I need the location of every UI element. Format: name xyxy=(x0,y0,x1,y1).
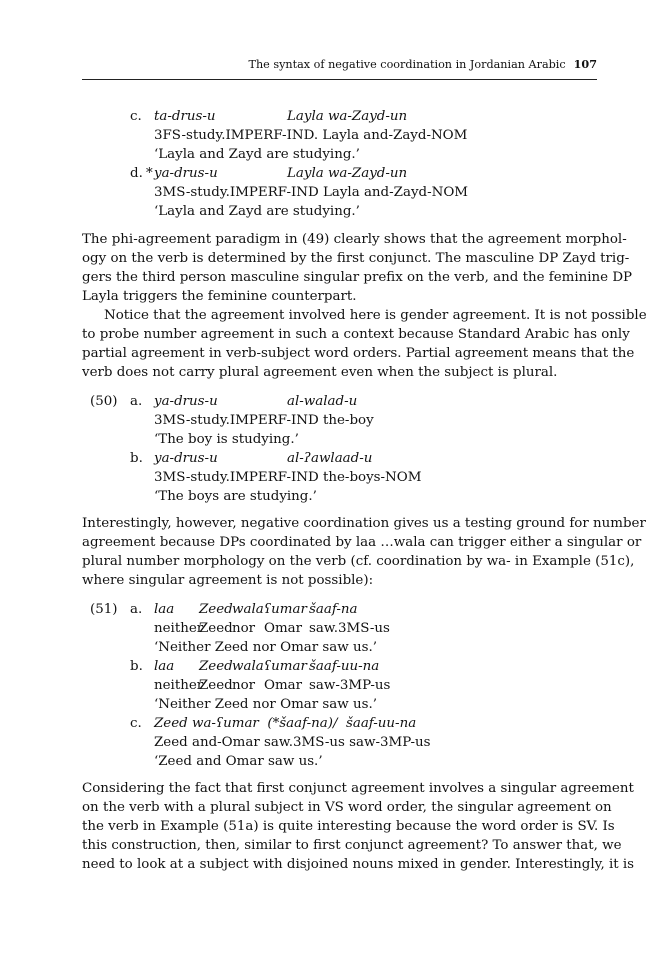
example-translation: ‘Neither Zeed nor Omar saw us.’ xyxy=(154,697,377,712)
example-gloss-word: saw-3MP-us xyxy=(309,678,391,693)
example-word: ʕumar xyxy=(264,659,307,674)
text-line: plural number morphology on the verb (cf. coordination by wa- in Example (51c), xyxy=(82,554,635,569)
example-word: ya-drus-u xyxy=(154,394,218,409)
text-line: where singular agreement is not possible): xyxy=(82,573,374,588)
example-word: al-walad-u xyxy=(287,394,358,409)
example-gloss-word: nor xyxy=(232,678,256,693)
example-word: Layla wa-Zayd-un xyxy=(287,166,408,181)
text-line: Notice that the agreement involved here is gender agreement. It is not possible xyxy=(104,308,647,323)
example-label: a. xyxy=(130,602,143,617)
text-line: The phi-agreement paradigm in (49) clearly shows that the agreement morphol- xyxy=(82,232,627,247)
example-word: wala xyxy=(232,659,264,674)
example-translation: ‘The boy is studying.’ xyxy=(154,432,299,447)
text-line: on the verb with a plural subject in VS word order, the singular agreement on xyxy=(82,800,612,815)
text-line: agreement because DPs coordinated by laa …wala can trigger either a singular or xyxy=(82,535,642,550)
example-word: al-ʔawlaad-u xyxy=(287,451,373,466)
body-paragraph xyxy=(82,514,646,590)
text-line: Layla triggers the feminine counterpart. xyxy=(82,289,357,304)
example-word: šaaf-na xyxy=(309,602,358,617)
text-line: partial agreement in verb-subject word orders. Partial agreement means that the xyxy=(82,346,635,361)
example-word: ta-drus-u xyxy=(154,109,216,124)
example-translation: ‘The boys are studying.’ xyxy=(154,489,317,504)
example-number: (50) xyxy=(90,394,118,409)
text-line: Considering the fact that first conjunct agreement involves a singular agreement xyxy=(82,781,634,796)
example-translation: ‘Zeed and Omar saw us.’ xyxy=(154,754,323,769)
example-gloss-word: Omar xyxy=(264,621,303,636)
example-word: Layla wa-Zayd-un xyxy=(287,109,408,124)
example-gloss: 3MS-study.IMPERF-IND the-boy xyxy=(154,413,374,428)
example-gloss-word: Zeed xyxy=(199,621,233,636)
example-translation: ‘Layla and Zayd are studying.’ xyxy=(154,204,360,219)
header-rule xyxy=(82,79,597,80)
example-line: Zeed wa-ʕumar (*šaaf-na)/ šaaf-uu-na xyxy=(154,716,417,731)
example-word: šaaf-uu-na xyxy=(309,659,380,674)
body-paragraph xyxy=(82,230,633,306)
example-gloss: 3MS-study.IMPERF-IND the-boys-NOM xyxy=(154,470,422,485)
example-number: (51) xyxy=(90,602,118,617)
example-label: c. xyxy=(130,716,142,731)
example-translation: ‘Layla and Zayd are studying.’ xyxy=(154,147,360,162)
example-word: ya-drus-u xyxy=(154,451,218,466)
page-number: 107 xyxy=(573,57,597,71)
example-label: b. xyxy=(130,451,143,466)
text-line: verb does not carry plural agreement even when the subject is plural. xyxy=(82,365,558,380)
text-line: Interestingly, however, negative coordination gives us a testing ground for number xyxy=(82,516,646,531)
example-translation: ‘Neither Zeed nor Omar saw us.’ xyxy=(154,640,377,655)
text-line: ogy on the verb is determined by the first conjunct. The masculine DP Zayd trig- xyxy=(82,251,630,266)
example-gloss-word: neither xyxy=(154,621,204,636)
example-gloss-word: nor xyxy=(232,621,256,636)
example-word: Zeed xyxy=(199,659,233,674)
body-paragraph xyxy=(82,306,647,382)
example-word: laa xyxy=(154,659,175,674)
text-line: need to look at a subject with disjoined nouns mixed in gender. Interestingly, it is xyxy=(82,857,635,872)
text-line: the verb in Example (51a) is quite interesting because the word order is SV. Is xyxy=(82,819,615,834)
example-gloss: 3MS-study.IMPERF-IND Layla and-Zayd-NOM xyxy=(154,185,469,200)
example-word: wala xyxy=(232,602,264,617)
text-line: gers the third person masculine singular prefix on the verb, and the feminine DP xyxy=(82,270,633,285)
example-word: laa xyxy=(154,602,175,617)
example-gloss: 3FS-study.IMPERF-IND. Layla and-Zayd-NOM xyxy=(154,128,468,143)
text-line: to probe number agreement in such a context because Standard Arabic has only xyxy=(82,327,630,342)
example-label: b. xyxy=(130,659,143,674)
running-header xyxy=(82,57,597,77)
example-label: d. xyxy=(130,166,143,181)
example-word: Zeed xyxy=(199,602,233,617)
example-word: ya-drus-u xyxy=(154,166,218,181)
example-gloss-word: Zeed xyxy=(199,678,233,693)
example-label: c. xyxy=(130,109,142,124)
body-paragraph xyxy=(82,779,635,874)
ungrammatical-marker: * xyxy=(146,166,153,181)
text-line: this construction, then, similar to first conjunct agreement? To answer that, we xyxy=(82,838,622,853)
example-word: ʕumar xyxy=(264,602,307,617)
example-label: a. xyxy=(130,394,143,409)
example-gloss-word: saw.3MS-us xyxy=(309,621,390,636)
example-gloss: Zeed and-Omar saw.3MS-us saw-3MP-us xyxy=(154,735,431,750)
example-gloss-word: Omar xyxy=(264,678,303,693)
example-gloss-word: neither xyxy=(154,678,204,693)
running-title: The syntax of negative coordination in Jordanian Arabic xyxy=(248,58,566,71)
